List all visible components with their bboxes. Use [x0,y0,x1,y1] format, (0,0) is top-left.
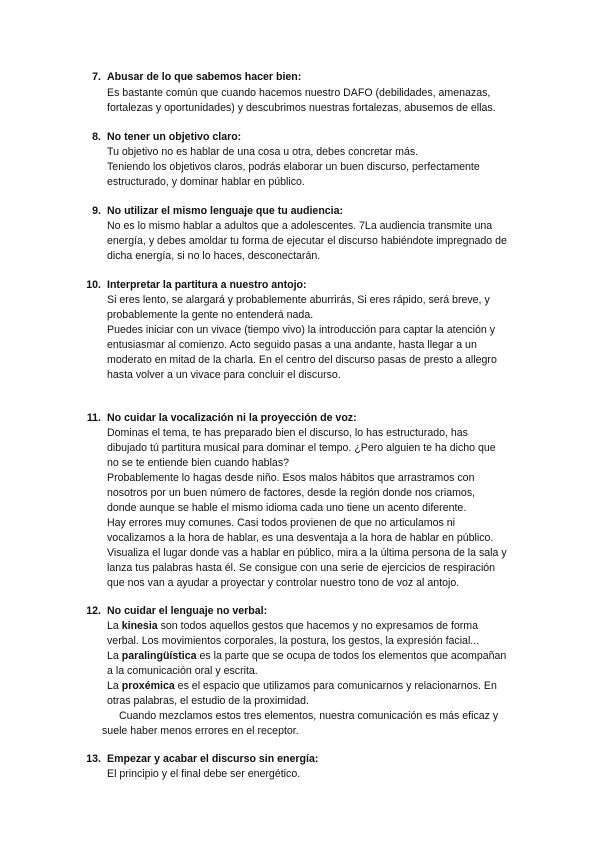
paragraph-line: El principio y el final debe ser energético. [107,768,301,780]
paragraph-line: probablemente la gente no entenderá nada. [107,309,314,321]
paragraph-line: vocalizamos a la hora de hablar, es una desventaja a la hora de hablar en público. [107,532,494,544]
paragraph-line: Puedes iniciar con un vivace (tiempo vivo) la introducción para captar la atención y [107,324,496,336]
paragraph-line: Hay errores muy comunes. Casi todos provienen de que no articulamos ni [107,517,456,529]
section-number: 11. [86,412,101,424]
paralinguistica-line: La paralingüística es la parte que se ocupa de todos los elementos que acompañan [107,650,507,662]
paragraph-line: Probablemente lo hagas desde niño. Esos malos hábitos que arrastramos con [107,472,475,484]
paragraph-line: Cuando mezclamos estos tres elementos, nuestra comunicación es más eficaz y [119,710,499,722]
section-title: No utilizar el mismo lenguaje que tu audiencia: [107,205,344,217]
paragraph-line: dicha energía, si no lo haces, desconectarán. [107,250,321,262]
section-number: 12. [86,605,101,617]
paragraph-line: Tu objetivo no es hablar de una cosa u otra, debes concretar más. [107,146,419,158]
paragraph-line: nosotros por un buen número de factores, desde la región donde nos criamos, [107,487,476,499]
section-title: No cuidar la vocalización ni la proyección de voz: [107,412,357,424]
paragraph-line: dibujado tú partitura musical para dominar el tempo. ¿Pero alguien te ha dicho que [107,442,496,454]
paragraph-line: hasta volver a un vivace para concluir el discurso. [107,369,341,381]
section-title: Empezar y acabar el discurso sin energía: [107,753,319,765]
paragraph-line: moderato en mitad de la charla. En el centro del discurso pasas de presto a allegro [107,354,497,366]
paragraph-line: Dominas el tema, te has preparado bien el discurso, lo has estructurado, has [107,427,468,439]
section-number: 10. [86,279,101,291]
paragraph-line: Teniendo los objetivos claros, podrás elaborar un buen discurso, perfectamente [107,161,480,173]
kinesia-line: La kinesia son todos aquellos gestos que hacemos y no expresamos de forma [107,620,479,632]
paragraph-line: lanza tus palabras hasta él. Se consigue con una serie de ejercicios de respiración [107,562,496,574]
section-number: 7. [92,71,101,83]
paragraph-line: No es lo mismo hablar a adultos que a adolescentes. 7La audiencia transmite una [107,220,493,232]
paragraph-line: Es bastante común que cuando hacemos nuestro DAFO (debilidades, amenazas, [107,87,491,99]
section-number: 8. [92,131,101,143]
kinesia-term: kinesia [121,620,158,632]
proxemica-term: proxémica [121,680,175,692]
section-number: 13. [86,753,101,765]
section-title: No tener un objetivo claro: [107,131,242,143]
proxemica-line: La proxémica es el espacio que utilizamos para comunicarnos y relacionarnos. En [107,680,497,692]
section-title: Abusar de lo que sabemos hacer bien: [107,71,302,83]
paragraph-line: que nos van a ayudar a proyectar y controlar nuestro tono de voz al antojo. [107,577,460,589]
paragraph-line: otras palabras, el estudio de la proximidad. [107,695,309,707]
paragraph-line: energía, y debes amoldar tu forma de ejecutar el discurso habiéndote impregnado de [107,235,507,247]
paralinguistica-term: paralingüística [121,650,197,662]
paragraph-line: suele haber menos errores en el receptor. [102,725,299,737]
section-title: Interpretar la partitura a nuestro antojo: [107,279,307,291]
paragraph-line: entusiasmar al comienzo. Acto seguido pasas a una andante, hasta llegar a un [107,339,477,351]
paragraph-line: Si eres lento, se alargará y probablemente aburrirás, Si eres rápido, será breve, y [107,294,490,306]
section-title: No cuidar el lenguaje no verbal: [107,605,268,617]
paragraph-line: donde aunque se hable el mismo idioma cada uno tiene un acento diferente. [107,502,467,514]
paragraph-line: no se te entiende bien cuando hablas? [107,457,290,469]
paragraph-line: verbal. Los movimientos corporales, la postura, los gestos, la expresión facial... [107,635,480,647]
paragraph-line: fortalezas y oportunidades) y descubrimos nuestras fortalezas, abusemos de ellas. [107,102,496,114]
paragraph-line: estructurado, y dominar hablar en público. [107,176,305,188]
section-number: 9. [92,205,101,217]
paragraph-line: a la comunicación oral y escrita. [107,665,258,677]
paragraph-line: Visualiza el lugar donde vas a hablar en público, mira a la última persona de la sala y [107,547,507,559]
